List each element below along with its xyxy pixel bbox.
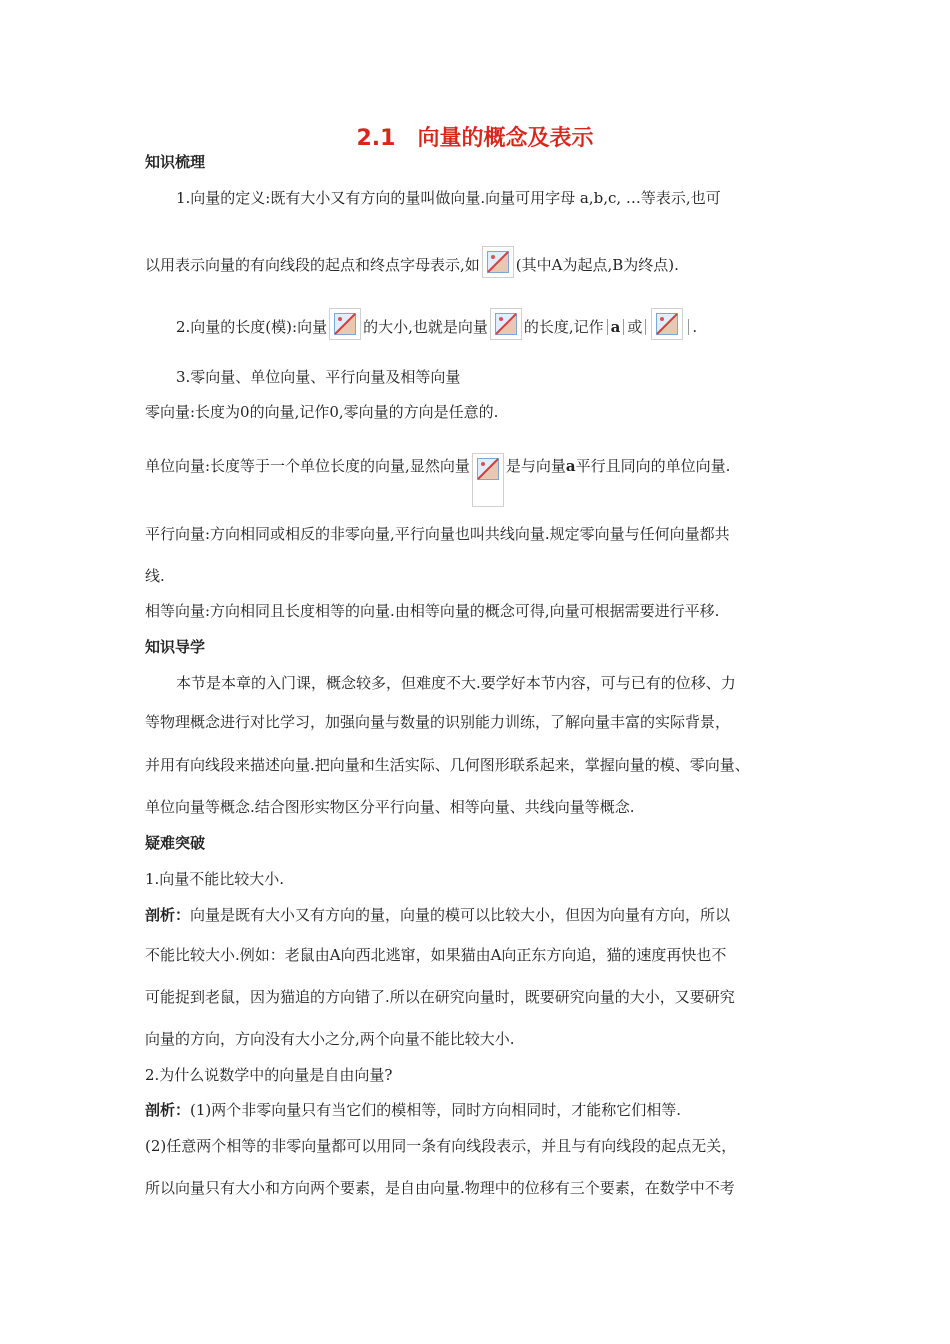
analysis-label: 剖析： — [145, 906, 191, 924]
abs-bar — [688, 319, 689, 335]
difficulty-a2-line3: 所以向量只有大小和方向两个要素，是自由向量.物理中的位移有三个要素，在数学中不考 — [145, 1179, 735, 1197]
review-p2-text-a: 2.向量的长度(模):向量 — [176, 318, 328, 336]
difficulty-a1-line1 — [145, 905, 730, 925]
review-parallel-line1: 平行向量:方向相同或相反的非零向量,平行向量也叫共线向量.规定零向量与任何向量都共 — [145, 525, 730, 543]
review-unit-text-a: 单位向量:长度等于一个单位长度的向量,显然向量 — [145, 457, 470, 475]
missing-image-icon — [651, 308, 683, 340]
page-title: 2.1 向量的概念及表示 — [356, 126, 594, 151]
section-heading-review: 知识梳理 — [145, 153, 206, 171]
review-unit-text-b: 是与向量 — [505, 457, 566, 475]
review-equal-vector: 相等向量:方向相同且长度相等的向量.由相等向量的概念可得,向量可根据需要进行平移. — [145, 602, 720, 620]
abs-var-a: a — [610, 318, 621, 336]
difficulty-a2-line1 — [145, 1100, 681, 1120]
section-heading-guide: 知识导学 — [145, 638, 206, 656]
difficulty-a1-line4: 向量的方向，方向没有大小之分,两个向量不能比较大小. — [145, 1030, 515, 1048]
guide-line4: 单位向量等概念.结合图形实物区分平行向量、相等向量、共线向量等概念. — [145, 798, 635, 816]
analysis-label: 剖析： — [145, 1101, 191, 1119]
guide-line2: 等物理概念进行对比学习，加强向量与数量的识别能力训练，了解向量丰富的实际背景， — [145, 713, 731, 731]
missing-image-icon — [482, 246, 514, 278]
section-heading-difficulty: 疑难突破 — [145, 834, 206, 852]
unit-var-a: a — [565, 457, 576, 475]
review-unit-text-c: 平行且同向的单位向量. — [575, 457, 731, 475]
abs-bar — [645, 319, 646, 335]
review-p1-line1: 1.向量的定义:既有大小又有方向的量叫做向量.向量可用字母 a,b,c, …等表示,也可 — [176, 189, 721, 207]
a1-line1-text: 向量是既有大小又有方向的量，向量的模可以比较大小，但因为向量有方向，所以 — [190, 906, 731, 924]
review-p3: 3.零向量、单位向量、平行向量及相等向量 — [176, 368, 461, 386]
a2-line1-text: (1)两个非零向量只有当它们的模相等，同时方向相同时，才能称它们相等. — [190, 1101, 682, 1119]
missing-image-icon — [329, 308, 361, 340]
review-zero-vector: 零向量:长度为0的向量,记作0,零向量的方向是任意的. — [145, 403, 499, 421]
difficulty-a1-line3: 可能捉到老鼠，因为猫追的方向错了.所以在研究向量时，既要研究向量的大小，又要研究 — [145, 988, 735, 1006]
review-unit-vector — [145, 453, 730, 507]
review-p2 — [176, 308, 697, 340]
review-p2-text-b: 的大小,也就是向量 — [363, 318, 488, 336]
guide-line3: 并用有向线段来描述向量.把向量和生活实际、几何图形联系起来，掌握向量的模、零向量、 — [145, 756, 750, 774]
review-p2-or: 或 — [627, 318, 643, 336]
missing-image-icon — [472, 453, 504, 507]
difficulty-a1-line2: 不能比较大小.例如：老鼠由A向西北逃窜，如果猫由A向正东方向追，猫的速度再快也不 — [145, 946, 727, 964]
difficulty-q1: 1.向量不能比较大小. — [145, 870, 285, 888]
abs-bar — [623, 319, 624, 335]
difficulty-q2: 2.为什么说数学中的向量是自由向量? — [145, 1066, 393, 1084]
guide-line1: 本节是本章的入门课，概念较多，但难度不大.要学好本节内容，可与已有的位移、力 — [176, 674, 736, 692]
abs-bar — [607, 319, 608, 335]
difficulty-a2-line2: (2)任意两个相等的非零向量都可以用同一条有向线段表示，并且与有向线段的起点无关， — [145, 1137, 737, 1155]
missing-image-icon — [490, 308, 522, 340]
review-parallel-line2: 线. — [145, 567, 165, 585]
review-p2-text-c: 的长度,记作 — [523, 318, 604, 336]
review-p1-line2-end: (其中A为起点,B为终点). — [515, 256, 679, 274]
review-p1-line2-text: 以用表示向量的有向线段的起点和终点字母表示,如 — [145, 256, 480, 274]
review-p1-line2 — [145, 246, 679, 278]
review-p2-end: . — [692, 318, 698, 336]
